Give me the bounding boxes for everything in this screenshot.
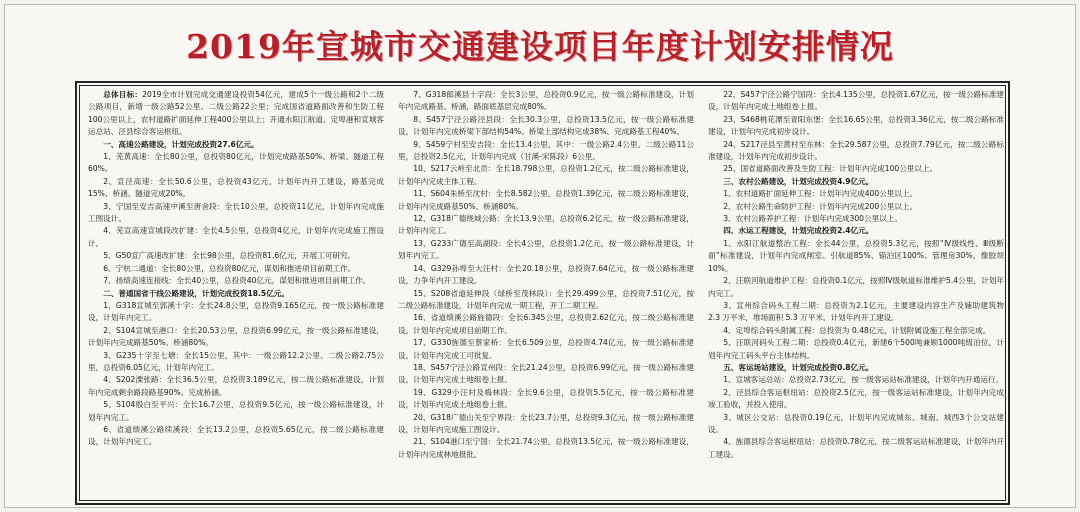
project-item: 18、S457宁泾公路宣州段：全长21.24公里，总投资6.99亿元，按一级公路标准建设，计划年内完成土地组卷上报。 — [398, 362, 694, 385]
project-item: 19、G329小汪村及梅林段：全长9.6公里，总投资5.5亿元，按一级公路标准建设，计划年内完成土地组卷上报。 — [398, 387, 694, 410]
project-item: 6、省道绩溪公路续溪段：全长13.2公里，总投资5.65亿元，按二级公路标准建设，计划年内完工。 — [88, 424, 384, 447]
project-item: 25、国省道路面改善及生防工程：计划年内完成100公里以上。 — [723, 164, 938, 174]
project-item: 12、G318广德绕城公路：全长13.9公里，总投资6.2亿元，按一级公路标准建设，计划年内完工。 — [398, 214, 694, 236]
project-item: 4、定埠综合码头附属工程：总投资为 0.48亿元，计划附属设施工程全部完成。 — [723, 325, 991, 335]
project-item: 1、农村道路扩面延伸工程：计划年内完成400公里以上。 — [723, 189, 918, 199]
project-item: 10、S217云岭至北贡：全长18.798公里，总投资1.2亿元，按二级公路标准建设，计划年内完成主体工程。 — [398, 164, 694, 186]
section-heading: 一、高速公路建设，计划完成投资27.6亿元。 — [103, 139, 259, 149]
project-item: 3、城区公交站：总投资0.19亿元，计划年内完成城东、城南、城西3个公交站建设。 — [708, 412, 1004, 434]
project-item: 2、S104宣城至港口：全长20.53公里，总投资6.99亿元，按一级公路标准建设，计划年内完成路基50%、桥涵80%。 — [88, 325, 384, 348]
section-heading: 四、水运工程建设，计划完成投资2.4亿元。 — [723, 226, 874, 236]
project-item: 15、S208省道延伸段（绿桥至茂林段）：全长29.499公里，总投资7.51亿元，按二级公路标准建设，计划年内完成一期工程，开工二期工程。 — [398, 288, 694, 310]
section-heading: 三、农村公路建设，计划完成投资4.9亿元。 — [723, 176, 874, 186]
section-heading: 五、客运场站建设，计划完成投资0.8亿元。 — [723, 362, 874, 372]
project-item: 13、G233广德至高湖段：全长4公里，总投资1.2亿元，按一级公路标准建设，计划年内完工。 — [398, 238, 694, 261]
article-frame — [75, 81, 1010, 505]
project-item: 4、旌德县综合客运枢纽站：总投资0.78亿元，按二级客运站标准建设，计划年内开工建设。 — [708, 437, 1004, 459]
project-item: 2、宣泾高速：全长50.6公里，总投资43亿元，计划年内开工建设，路基完成15%、桥涵、隧道完成20%。 — [88, 176, 384, 199]
project-item: 2、农村公路生命防护工程：计划年内完成200公里以上。 — [723, 201, 918, 211]
project-item: 7、G318郎溪县十字段：全长3公里，总投资0.9亿元，按一级公路标准建设，计划年内完成路基、桥涵，路面底基层完成80%。 — [398, 90, 694, 112]
project-item: 3、宣州综合码头工程二期：总投资为2.1亿元，主要建设内容生产及辅助建筑物 2.3 万平米，堆场面积 5.3 万平米，计划年内开工建设。 — [708, 300, 1004, 323]
text-column-2 — [398, 89, 694, 501]
project-item: 22、S457宁泾公路宁国段：全长4.135公里，总投资1.67亿元，按一级公路标准建设，计划年内完成土地组卷上报。 — [708, 90, 1004, 112]
project-item: 3、G235十字至七塘：全长15公里，其中：一级公路12.2公里、二级公路2.75公里，总投资6.05亿元，计划年内完工。 — [88, 350, 384, 372]
project-item: 6、宁杭二通道：全长80公里，总投资80亿元，谋划和推进项目前期工作。 — [103, 263, 356, 273]
text-column-3 — [708, 89, 1004, 501]
project-item: 5、汪联河码头工程二期：总投资0.4亿元，新建6个500吨兼顾1000吨级泊位，计划年内完工码头平台主体结构。 — [708, 338, 1004, 360]
section-heading: 二、普通国省干线公路建设，计划完成投资18.5亿元。 — [103, 288, 289, 298]
project-item: 17、G330旌德至蔡家桥：全长6.509公里，总投资4.74亿元，按一级公路标准建设，计划年内完成工可批复。 — [398, 338, 694, 360]
summary-label: 总体目标： — [103, 90, 143, 99]
project-item: 11、S604朱桥至沈村：全长8.582公里，总投资1.39亿元，按二级公路标准建设，计划年内完成路基50%、桥涵80%。 — [398, 189, 694, 211]
project-item: 5、S104殷白至平兴：全长16.7公里，总投资9.5亿元，按一级公路标准建设，计划年内完工。 — [88, 400, 384, 422]
project-item: 2、泾县综合客运枢纽站：总投资2.5亿元，按一级客运站标准建设，计划年内完成竣工验收，并投入使用。 — [708, 387, 1004, 410]
project-item: 1、芜黄高速：全长80公里，总投资80亿元，计划完成路基50%、桥梁、隧道工程60%。 — [88, 152, 384, 174]
text-column-1 — [88, 89, 384, 501]
project-item: 14、G329孙埠至大汪村：全长20.18公里，总投资7.64亿元，按一级公路标准建设，力争年内开工建设。 — [398, 263, 694, 286]
project-item: 16、省道绩溪公路旌德段：全长6.345公里，总投资2.62亿元，按二级公路标准建设，计划年内完成项目前期工作。 — [398, 313, 694, 335]
project-item: 4、芜宣高速宣城段改扩建：全长4.5公里，总投资4亿元，计划年内完成施工图设计。 — [88, 226, 384, 248]
project-item: 8、S457宁泾公路泾县段：全长30.3公里，总投资13.5亿元，按一级公路标准建设，计划年内完成桥梁下部结构54%、桥梁上部结构完成38%、完成路基工程40%。 — [398, 114, 694, 137]
project-item: 3、宁国至安吉高速中溪至唐舍段：全长10公里，总投资11亿元，计划年内完成施工图设计。 — [88, 201, 384, 224]
project-item: 3、农村公路养护工程：计划年内完成300公里以上。 — [723, 214, 902, 224]
page-title: 2019年宣城市交通建设项目年度计划安排情况 — [186, 27, 894, 66]
project-item: 1、G318宣城至郭溪十字：全长24.8公里，总投资9.165亿元，按一级公路标准建设，计划年内完工。 — [88, 300, 384, 323]
newspaper-page — [4, 4, 1076, 508]
project-item: 23、S468桃花潭至青阳东堡：全长16.65公里，总投资3.36亿元，按二级公路标准建设，计划年内完成初步设计。 — [708, 114, 1004, 137]
summary-text: 2019全市计划完成交通建设投资54亿元，建成5个一级公路和2个二级公路项目，新增一级公路52公里、二级公路22公里；完成国省道路面改善和生防工程100公里以上，农村道路扩面延伸工程400公里以上；开通水阳江航道、定埠港和宣城客运总站、泾县综合客运枢纽。 — [88, 90, 384, 137]
project-item: 4、S202溧张路：全长36.5公里，总投资3.189亿元，按二级公路标准建设，计划年内完成剩余路段路基90%、完成桥涵。 — [88, 375, 384, 397]
project-item: 20、G318广德山关至宁界段：全长23.7公里，总投资9.3亿元，按一级公路标准建设，计划年内完成施工图设计。 — [398, 412, 694, 434]
project-item: 24、S217泾县至黄村至东林：全长29.587公里，总投资7.79亿元，按二级公路标准建设，计划年内完成初步设计。 — [708, 139, 1004, 162]
project-item: 1、水阳江航道整治工程：全长44公里，总投资5.3亿元，按照“Ⅳ级线性、Ⅲ级断面”标准建设，计划年内完成闸室、引航道85%、锚泊区100%、管理房30%、像胶坝10%。 — [708, 238, 1004, 273]
project-item: 9、S459宁村至安吉段：全长13.4公里，其中：一级公路2.4公里、二级公路11公里，总投资2.5亿元，计划年内完成（甘溪-宋陈段）6公里。 — [398, 139, 694, 162]
project-item: 1、宣城客运总站：总投资2.73亿元，按一级客运站标准建设，计划年内开通运行。 — [723, 375, 1004, 385]
project-item: 21、S104港口至宁国：全长21.74公里，总投资13.5亿元，按一级公路标准建设，计划年内完成林地报批。 — [398, 437, 694, 459]
article-body — [79, 85, 1006, 501]
project-item: 7、扬绩高速连接线：全长40公里，总投资40亿元，谋划和推进项目前期工作。 — [103, 276, 371, 286]
project-item: 2、汪联河航道维护工程：总投资0.1亿元，按照Ⅳ级航道标准维护5.4公里，计划年内完工。 — [708, 276, 1004, 298]
summary-paragraph — [88, 89, 384, 139]
project-item: 5、G50宣广高速改扩建：全长98公里，总投资81.6亿元，开展工可研究。 — [103, 251, 356, 261]
